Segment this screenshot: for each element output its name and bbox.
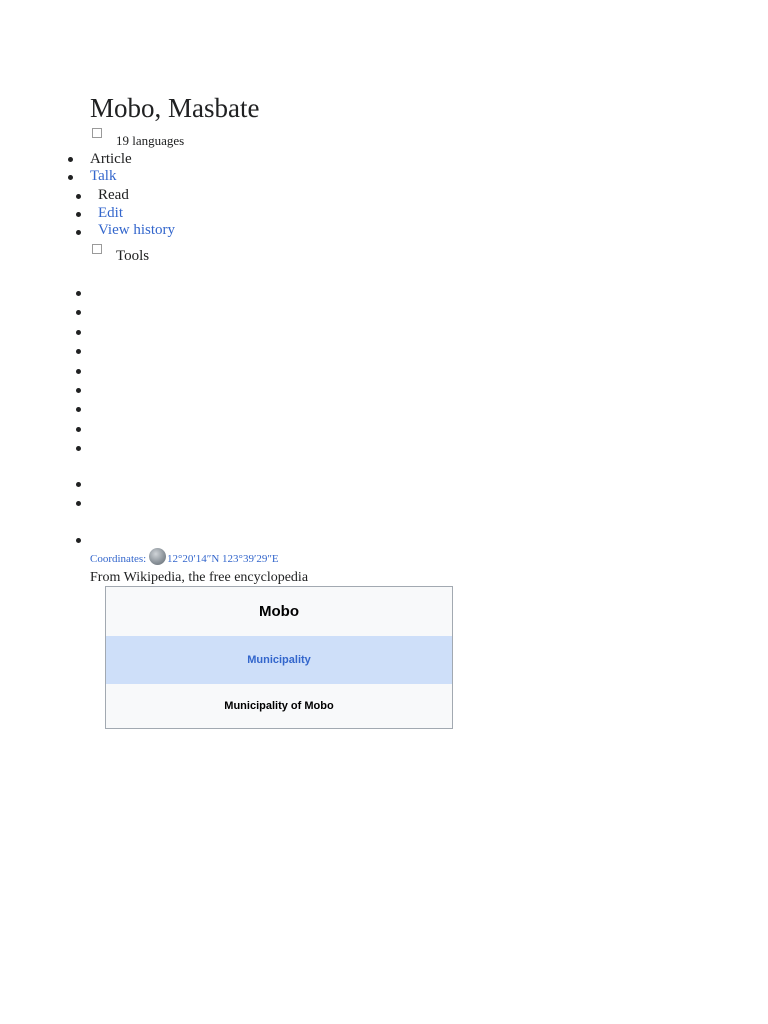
globe-icon[interactable] — [149, 548, 166, 565]
empty-list-bullet — [76, 482, 81, 487]
infobox-type-link[interactable]: Municipality — [247, 654, 311, 666]
list-bullet — [68, 175, 73, 180]
tab-view-history[interactable]: View history — [98, 222, 176, 238]
language-toggle-checkbox[interactable] — [92, 128, 102, 138]
infobox-title: Mobo — [259, 603, 299, 620]
empty-list-bullet — [76, 291, 81, 296]
tools-toggle-checkbox[interactable] — [92, 244, 102, 254]
empty-list-bullet — [76, 407, 81, 412]
empty-list-bullet — [76, 349, 81, 354]
list-bullet — [76, 194, 81, 199]
list-bullet — [76, 230, 81, 235]
infobox-type — [106, 636, 452, 684]
empty-list-bullet — [76, 427, 81, 432]
empty-list-bullet — [76, 446, 81, 451]
languages-button[interactable]: 19 languages — [116, 133, 185, 148]
list-bullet — [68, 157, 73, 162]
coordinates-value[interactable]: 12°20′14″N 123°39′29″E — [166, 553, 279, 565]
tab-article[interactable]: Article — [90, 151, 132, 167]
tab-talk[interactable]: Talk — [90, 168, 117, 184]
infobox-full-name: Municipality of Mobo — [224, 700, 334, 712]
empty-list-bullet — [76, 330, 81, 335]
page-title: Mobo, Masbate — [90, 93, 260, 123]
empty-list-bullet — [76, 369, 81, 374]
site-tagline: From Wikipedia, the free encyclopedia — [90, 570, 309, 585]
coordinates-label[interactable]: Coordinates: — [90, 553, 147, 565]
empty-list-bullet — [76, 388, 81, 393]
empty-list-bullet — [76, 310, 81, 315]
infobox — [105, 586, 453, 729]
tools-button[interactable]: Tools — [116, 248, 150, 264]
coordinates — [90, 548, 279, 566]
tab-read[interactable]: Read — [98, 187, 129, 203]
empty-list-bullet — [76, 538, 81, 543]
empty-list-bullet — [76, 501, 81, 506]
list-bullet — [76, 212, 81, 217]
tab-edit[interactable]: Edit — [98, 205, 123, 221]
